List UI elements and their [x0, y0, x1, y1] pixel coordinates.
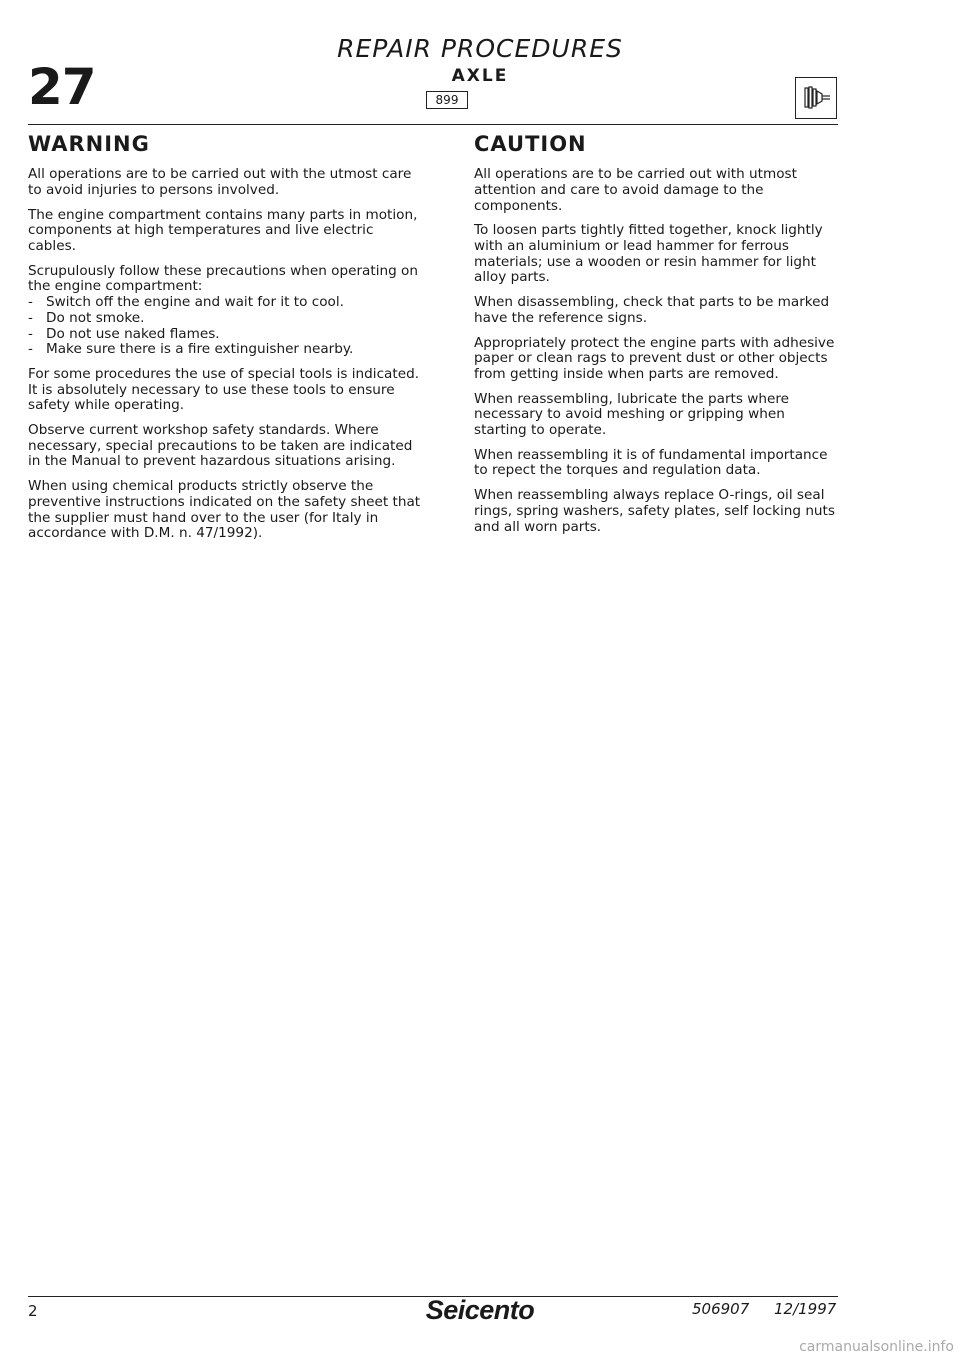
- list-item: - Do not use naked flames.: [28, 325, 220, 342]
- caution-heading: CAUTION: [474, 132, 587, 156]
- brand-logo: Seicento: [425, 1295, 535, 1325]
- section-number: 27: [28, 58, 96, 116]
- publication-date: 12/1997: [774, 1300, 837, 1318]
- caution-paragraph: When reassembling, lubricate the parts where necessary to avoid meshing or gripping when starting to operate.: [474, 390, 790, 439]
- warning-paragraph: Scrupulously follow these precautions when operating on the engine compartment:: [28, 262, 418, 295]
- precautions-list: [28, 295, 421, 358]
- warning-section: [28, 132, 421, 551]
- caution-paragraph: When disassembling, check that parts to be marked have the reference signs.: [474, 294, 830, 326]
- caution-section: [474, 132, 840, 544]
- header-divider: [28, 124, 838, 125]
- caution-paragraph: When reassembling it is of fundamental importance to repect the torques and regulation data.: [474, 446, 828, 479]
- page-number: 2: [28, 1302, 38, 1320]
- list-item: - Make sure there is a fire extinguisher nearby.: [28, 341, 354, 358]
- watermark: carmanualsonline.info: [799, 1339, 954, 1355]
- list-item: - Switch off the engine and wait for it to cool.: [28, 294, 344, 311]
- list-item: - Do not smoke.: [28, 309, 145, 326]
- warning-paragraph: Observe current workshop safety standards. Where necessary, special precautions to be taken are indicated in the Manual to prevent hazardous situations arising.: [28, 422, 413, 470]
- page-subtitle: AXLE: [451, 66, 509, 86]
- warning-paragraph: For some procedures the use of special tools is indicated. It is absolutely necessary to use these tools to ensure safety while operating.: [28, 365, 420, 414]
- caution-paragraph: All operations are to be carried out with utmost attention and care to avoid damage to the components.: [474, 166, 797, 214]
- warning-paragraph: All operations are to be carried out with the utmost care to avoid injuries to persons involved.: [28, 166, 412, 198]
- section-code-badge: 899: [426, 91, 468, 109]
- caution-paragraph: When reassembling always replace O-rings, oil seal rings, spring washers, safety plates, self locking nuts and all worn parts.: [474, 487, 835, 535]
- warning-paragraph: The engine compartment contains many parts in motion, components at high temperatures and live electric cables.: [28, 206, 418, 254]
- warning-heading: WARNING: [28, 132, 150, 156]
- caution-paragraph: Appropriately protect the engine parts with adhesive paper or clean rags to prevent dust or other objects from getting inside when parts are removed.: [474, 334, 835, 382]
- document-number: 506907: [692, 1300, 750, 1318]
- page-title: REPAIR PROCEDURES: [337, 34, 623, 63]
- warning-paragraph: When using chemical products strictly observe the preventive instructions indicated on the safety sheet that the supplier must hand over to the user (for Italy in accordance with D.M. n. 47/1992).: [28, 478, 421, 542]
- axle-shaft-icon: [795, 77, 837, 119]
- caution-paragraph: To loosen parts tightly fitted together, knock lightly with an aluminium or lead hammer for ferrous materials; use a wooden or resin hammer for light alloy parts.: [474, 222, 823, 286]
